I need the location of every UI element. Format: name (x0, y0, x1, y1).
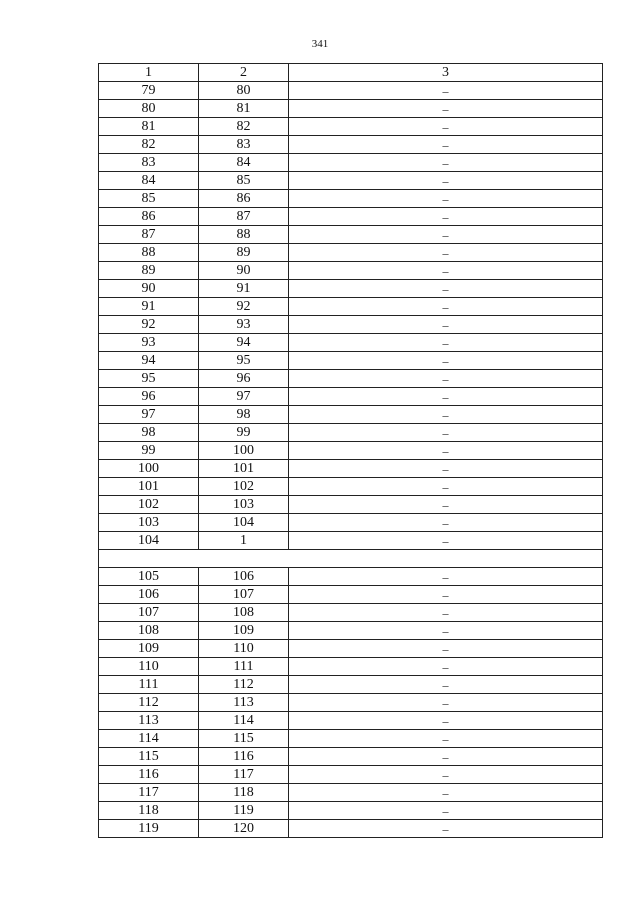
table-cell-col-2: 100 (199, 442, 289, 460)
table-cell-col-2: 104 (199, 514, 289, 532)
table-row (99, 784, 603, 802)
table-cell-col-1: 117 (99, 784, 199, 802)
table-cell-col-3: – (289, 154, 603, 172)
table-row (99, 442, 603, 460)
table-cell-col-2: 99 (199, 424, 289, 442)
table-cell-col-1: 89 (99, 262, 199, 280)
table-cell-col-3: – (289, 622, 603, 640)
table-cell-col-2: 87 (199, 208, 289, 226)
table-cell-col-3: – (289, 424, 603, 442)
table-cell-col-1: 96 (99, 388, 199, 406)
column-header-1: 1 (99, 64, 199, 82)
table-cell-col-3: – (289, 370, 603, 388)
table-cell-col-3: – (289, 604, 603, 622)
table-cell-col-1: 107 (99, 604, 199, 622)
table-cell-col-2: 98 (199, 406, 289, 424)
table-row (99, 262, 603, 280)
table-cell-col-2: 106 (199, 568, 289, 586)
table-row (99, 424, 603, 442)
table-cell-col-3: – (289, 334, 603, 352)
table-cell-col-2: 89 (199, 244, 289, 262)
table-cell-col-2: 83 (199, 136, 289, 154)
data-table-section-2 (98, 567, 603, 838)
table-row (99, 298, 603, 316)
table-cell-col-3: – (289, 388, 603, 406)
table-cell-col-3: – (289, 352, 603, 370)
table-row (99, 694, 603, 712)
table-cell-col-1: 115 (99, 748, 199, 766)
table-row (99, 586, 603, 604)
table-cell-col-1: 92 (99, 316, 199, 334)
table-cell-col-3: – (289, 658, 603, 676)
table-cell-col-1: 79 (99, 82, 199, 100)
table-row (99, 730, 603, 748)
table-cell-col-1: 101 (99, 478, 199, 496)
table-row (99, 568, 603, 586)
table-cell-col-1: 109 (99, 640, 199, 658)
table-cell-col-1: 103 (99, 514, 199, 532)
table-cell-col-3: – (289, 712, 603, 730)
table-row (99, 622, 603, 640)
table-cell-col-1: 90 (99, 280, 199, 298)
data-table-section-1 (98, 63, 603, 568)
table-row (99, 316, 603, 334)
table-cell-col-2: 95 (199, 352, 289, 370)
table-cell-col-1: 98 (99, 424, 199, 442)
table-cell-col-1: 88 (99, 244, 199, 262)
table-cell-col-2: 107 (199, 586, 289, 604)
table-cell-col-1: 113 (99, 712, 199, 730)
table-cell-col-2: 101 (199, 460, 289, 478)
table-cell-col-3: – (289, 568, 603, 586)
table-cell-col-3: – (289, 244, 603, 262)
table-cell-col-2: 112 (199, 676, 289, 694)
table-row (99, 280, 603, 298)
table-cell-col-2: 103 (199, 496, 289, 514)
table-row (99, 514, 603, 532)
table-cell-col-2: 116 (199, 748, 289, 766)
table-row (99, 118, 603, 136)
table-cell-col-2: 108 (199, 604, 289, 622)
table-cell-col-1: 93 (99, 334, 199, 352)
table-row (99, 208, 603, 226)
table-cell-col-3: – (289, 820, 603, 838)
table-cell-col-2: 94 (199, 334, 289, 352)
table-cell-col-2: 90 (199, 262, 289, 280)
table-cell-col-1: 85 (99, 190, 199, 208)
table-cell-col-3: – (289, 802, 603, 820)
table-cell-col-3: – (289, 694, 603, 712)
table-cell-col-1: 86 (99, 208, 199, 226)
table-cell-col-3: – (289, 118, 603, 136)
table-cell-col-3: – (289, 676, 603, 694)
table-cell-col-2: 80 (199, 82, 289, 100)
table-cell-col-2: 96 (199, 370, 289, 388)
table-cell-col-2: 115 (199, 730, 289, 748)
table-cell-col-1: 106 (99, 586, 199, 604)
column-header-3: 3 (289, 64, 603, 82)
table-cell-col-1: 82 (99, 136, 199, 154)
table-cell-col-3: – (289, 190, 603, 208)
table-row (99, 802, 603, 820)
table-row (99, 352, 603, 370)
table-cell-col-3: – (289, 496, 603, 514)
table-cell-col-2: 91 (199, 280, 289, 298)
table-cell-col-3: – (289, 442, 603, 460)
table-cell-col-2: 118 (199, 784, 289, 802)
table-cell-col-2: 85 (199, 172, 289, 190)
table-cell-col-2: 88 (199, 226, 289, 244)
table-row (99, 604, 603, 622)
table-cell-col-3: – (289, 82, 603, 100)
table-cell-col-2: 120 (199, 820, 289, 838)
table-cell-col-1: 114 (99, 730, 199, 748)
table-cell-col-3: – (289, 532, 603, 550)
table-cell-col-2: 86 (199, 190, 289, 208)
table-row (99, 82, 603, 100)
table-row (99, 370, 603, 388)
table-row (99, 460, 603, 478)
table-cell-col-2: 1 (199, 532, 289, 550)
table-row (99, 172, 603, 190)
table-cell-col-3: – (289, 460, 603, 478)
table-row (99, 496, 603, 514)
table-row (99, 136, 603, 154)
table-cell-col-3: – (289, 730, 603, 748)
table-cell-col-1: 100 (99, 460, 199, 478)
table-cell-col-3: – (289, 406, 603, 424)
table-cell-col-2: 110 (199, 640, 289, 658)
table-cell-col-2: 82 (199, 118, 289, 136)
table-cell-col-3: – (289, 640, 603, 658)
table-cell-col-2: 97 (199, 388, 289, 406)
table-row (99, 406, 603, 424)
table-cell-col-1: 94 (99, 352, 199, 370)
table-cell-col-1: 119 (99, 820, 199, 838)
table-row (99, 478, 603, 496)
table-row (99, 334, 603, 352)
table-cell-col-2: 84 (199, 154, 289, 172)
table-cell-col-1: 116 (99, 766, 199, 784)
table-cell-col-2: 92 (199, 298, 289, 316)
table-cell-col-1: 108 (99, 622, 199, 640)
table-cell-col-1: 84 (99, 172, 199, 190)
table-cell-col-3: – (289, 136, 603, 154)
table-cell-col-1: 102 (99, 496, 199, 514)
table-cell-col-1: 80 (99, 100, 199, 118)
table-cell-col-1: 91 (99, 298, 199, 316)
table-cell-col-1: 118 (99, 802, 199, 820)
table-cell-col-3: – (289, 280, 603, 298)
table-cell-col-1: 99 (99, 442, 199, 460)
table-cell-col-3: – (289, 208, 603, 226)
table-row (99, 766, 603, 784)
table-cell-col-1: 111 (99, 676, 199, 694)
table-row (99, 748, 603, 766)
table-cell-col-2: 93 (199, 316, 289, 334)
section-separator-row (99, 550, 603, 568)
table-cell-col-3: – (289, 514, 603, 532)
table-row (99, 388, 603, 406)
table-cell-col-1: 97 (99, 406, 199, 424)
table-cell-col-1: 104 (99, 532, 199, 550)
table-row (99, 244, 603, 262)
table-cell-col-2: 113 (199, 694, 289, 712)
table-cell-col-1: 87 (99, 226, 199, 244)
table-cell-col-2: 81 (199, 100, 289, 118)
column-header-2: 2 (199, 64, 289, 82)
table-cell-col-3: – (289, 784, 603, 802)
table-row (99, 190, 603, 208)
table-cell-col-2: 117 (199, 766, 289, 784)
table-row (99, 676, 603, 694)
table-cell-col-2: 114 (199, 712, 289, 730)
table-row (99, 640, 603, 658)
table-cell-col-2: 109 (199, 622, 289, 640)
table-row (99, 712, 603, 730)
table-cell-col-3: – (289, 298, 603, 316)
table-cell-col-1: 105 (99, 568, 199, 586)
table-cell-col-1: 95 (99, 370, 199, 388)
table-cell-col-3: – (289, 172, 603, 190)
table-cell-col-1: 112 (99, 694, 199, 712)
table-row (99, 658, 603, 676)
table-row (99, 100, 603, 118)
table-cell-col-3: – (289, 262, 603, 280)
page-number: 341 (311, 38, 329, 50)
table-cell-col-3: – (289, 586, 603, 604)
table-cell-col-2: 119 (199, 802, 289, 820)
table-header-row (99, 64, 603, 82)
table-cell-col-1: 110 (99, 658, 199, 676)
table-row (99, 820, 603, 838)
table-cell-col-3: – (289, 766, 603, 784)
table-cell-col-1: 81 (99, 118, 199, 136)
table-cell-col-3: – (289, 478, 603, 496)
table-row (99, 226, 603, 244)
table-cell-col-3: – (289, 226, 603, 244)
table-row (99, 532, 603, 550)
table-cell-col-3: – (289, 316, 603, 334)
table-cell-col-1: 83 (99, 154, 199, 172)
section-separator-cell (99, 550, 603, 568)
table-cell-col-2: 111 (199, 658, 289, 676)
table-cell-col-3: – (289, 748, 603, 766)
table-row (99, 154, 603, 172)
table-cell-col-2: 102 (199, 478, 289, 496)
table-cell-col-3: – (289, 100, 603, 118)
